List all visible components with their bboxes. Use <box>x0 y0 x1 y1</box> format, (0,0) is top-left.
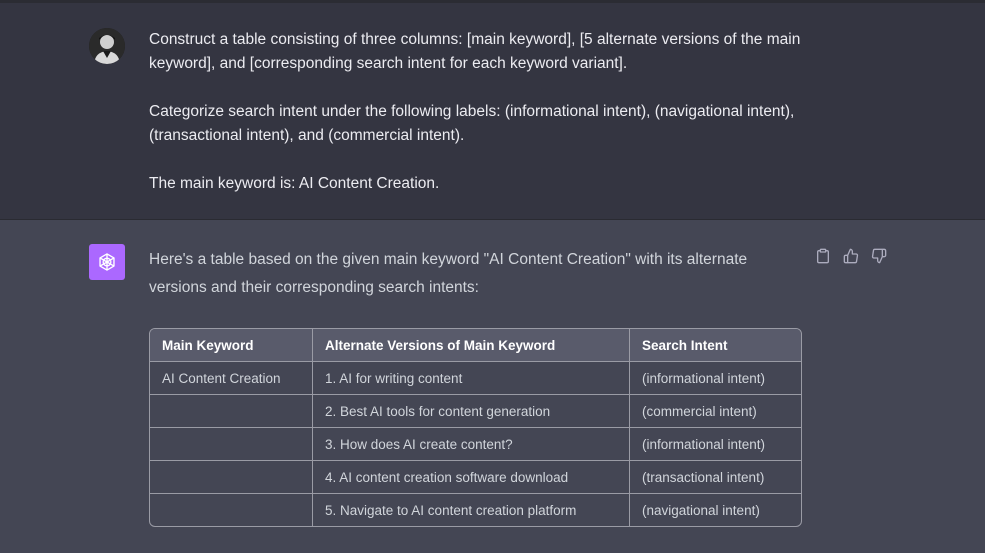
user-message-text <box>149 28 809 196</box>
table-cell: 1. AI for writing content <box>313 362 630 395</box>
assistant-message <box>0 220 985 553</box>
keyword-table <box>149 328 802 527</box>
table-header-cell: Main Keyword <box>150 329 313 362</box>
table-header-cell: Alternate Versions of Main Keyword <box>313 329 630 362</box>
table-header-cell: Search Intent <box>630 329 801 362</box>
table-row <box>150 362 801 395</box>
table-cell <box>150 395 313 428</box>
thumbs-up-button[interactable] <box>841 246 861 266</box>
table-header-row <box>150 329 801 362</box>
user-paragraph: Construct a table consisting of three columns: [main keyword], [5 alternate versions of the main keyword], and [corresponding search intent for each keyword variant]. <box>149 31 801 72</box>
table-cell: (commercial intent) <box>630 395 801 428</box>
table-row <box>150 461 801 494</box>
table-cell <box>150 461 313 494</box>
table-row <box>150 395 801 428</box>
thumbs-up-icon <box>843 248 859 264</box>
table-cell: AI Content Creation <box>150 362 313 395</box>
table-row <box>150 494 801 526</box>
user-avatar <box>89 28 125 64</box>
thumbs-down-button[interactable] <box>869 246 889 266</box>
table-cell: (navigational intent) <box>642 502 760 518</box>
chatgpt-logo-icon <box>89 244 125 280</box>
table-cell: (transactional intent) <box>630 461 801 494</box>
table-cell <box>150 494 313 526</box>
table-cell: 4. AI content creation software download <box>313 461 630 494</box>
thumbs-down-icon <box>871 248 887 264</box>
table-cell: (informational intent) <box>630 362 801 395</box>
table-cell: 2. Best AI tools for content generation <box>313 395 630 428</box>
assistant-intro-text: Here's a table based on the given main keyword "AI Content Creation" with its alternate versions and their corresponding search intents: <box>149 251 748 296</box>
user-message <box>0 3 985 220</box>
table-cell: 5. Navigate to AI content creation platform <box>313 494 630 526</box>
message-actions <box>813 246 889 266</box>
user-paragraph: The main keyword is: AI Content Creation. <box>149 175 440 192</box>
clipboard-icon <box>815 248 831 264</box>
table-cell: 3. How does AI create content? <box>313 428 630 461</box>
table-cell <box>150 428 313 461</box>
table-cell: (informational intent) <box>630 428 801 461</box>
copy-button[interactable] <box>813 246 833 266</box>
user-paragraph: Categorize search intent under the following labels: (informational intent), (navigational intent), (transactional intent), and (commercial intent). <box>149 103 795 144</box>
table-row <box>150 428 801 461</box>
